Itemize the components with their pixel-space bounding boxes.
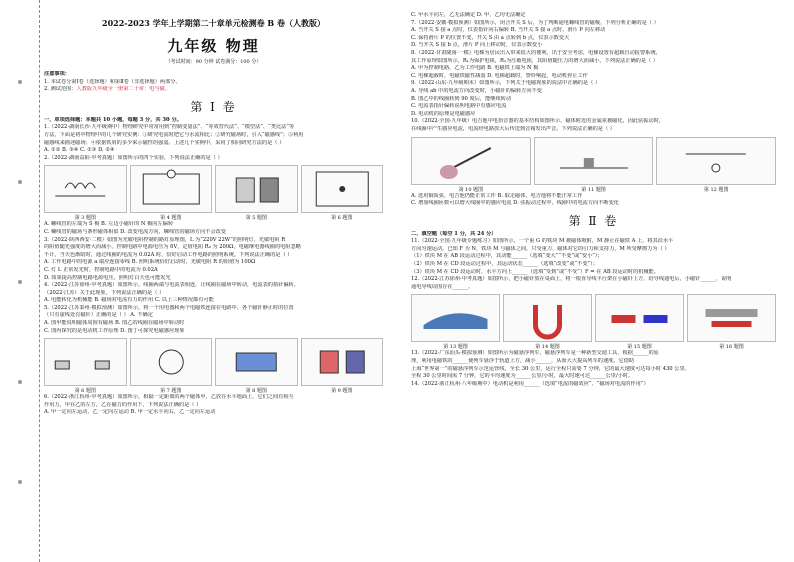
question-block — [411, 193, 776, 208]
question-line: 13.（2022·广东汕头·模拟预测）如图所示为磁悬浮列车，磁悬浮列车是一种新型交通工具，根据______的原 — [411, 350, 659, 357]
question-line: 全程 30 公里时间需 7 分钟，它的平均速度为______公里/小时，最大时速可达______公里/小时。 — [411, 373, 634, 380]
question-line: （只有虚线处有磁针）正确的是（ ） A. 不确定 — [44, 312, 153, 319]
question-line: A. 螺线管的左端为 S 极 B. 左边小磁针的 N 极向左偏转 — [44, 221, 174, 228]
question-line: C. 图丙探究的是电动机工作原理 D. 图丁可探究电磁感应现象 — [44, 327, 185, 334]
question-line: C. 电流表指针偏转说明电路中有感应电流 — [411, 103, 507, 110]
question-block — [411, 238, 776, 291]
section-1-heading: 一、单项选择题：本题共 10 小题，每题 3 分，共 30 分。 — [44, 116, 182, 123]
question-line: 其工作原理如图所示，R₁为保护电阻，R₂为压敏电阻，其阻值随压力的增大而减小。下列说法正确的是（ ） — [411, 57, 659, 64]
volume-1-title: 第 Ⅰ 卷 — [190, 99, 237, 114]
question-line: 9.（2022·山东·九年级期末）如图所示，下列关于电磁现象的说法中正确的是（ ） — [411, 80, 601, 87]
question-line: 1.（2022·湖南长沙·九年级期中）物理研究中常常用到“控制变量法”、“等效替代法”、“模型法”、“类比法”等 — [44, 124, 295, 131]
question-line: C. 螺线管的磁场与条形磁体相似 D. 改变电流方向，螺线管的磁场方向不会改变 — [44, 228, 227, 235]
figure-captions-a: 第 3 题图 第 4 题图 第 5 题图 第 6 题图 — [74, 215, 353, 222]
question-block — [44, 221, 383, 335]
question-line: 方向匀速运动，已知 F 为 N，铁块 M 与磁体之间，只受重力、磁体对它的引力和支持力，M 所受摩擦力为（ ） — [411, 245, 670, 252]
figure-generator — [301, 338, 384, 386]
volume-2-title: 第 Ⅱ 卷 — [568, 213, 619, 228]
figure-rails — [687, 294, 776, 342]
question-line: A. 甲为控制电路，乙为工作电路 B. 电磁铁上端为 N 极 — [411, 65, 539, 72]
question-line: 理，利用电磁铁的______使列车悬浮于轨道上方，减小______，从而大大提高列车的速度。它借助 — [411, 358, 635, 365]
figure-maglev — [411, 294, 500, 342]
question-line: 14.（2022·浙江杭州·八年级期中）电动机是利用______（选填“电流的磁效应”、“磁场对电流的作用”） — [411, 380, 649, 387]
notice-item: 2. 测试范围：人教版九年级全一册第二十章：电与磁。 — [44, 86, 170, 93]
question-block — [44, 394, 383, 417]
question-line: （2022·江苏）关于此现象，下列说法正确的是（ ） — [44, 289, 165, 296]
question-line: A. 工作电路中的电源 a 端应连接零线 B. 照明系统恰好启动时，光敏电阻 R 的阻值为 100Ω — [44, 259, 256, 266]
question-line: 10.（2022·全国·九年级）电吉他中电拾音器的基本结构如图所示，磁体附近的金属弦被磁化，因此弦振动时， — [411, 118, 665, 125]
notice-item: 1. 本试卷分第Ⅰ卷（选择题）和第Ⅱ卷（非选择题）两部分。 — [44, 78, 181, 85]
figure-magnet — [215, 165, 298, 213]
section-2-heading: 二、填空题（每空 1 分，共 24 分） — [411, 230, 497, 237]
question-line: 8.（2022·甘肃陇南·一模）电梯为居民出入带来很大的便利，出于安全考虑，电梯设置有超载自动报警系统， — [411, 49, 661, 56]
question-line: C. 灯 L 正常发光时，控制电路中的电流为 0.02A — [44, 266, 158, 273]
question-line: 的阻值随光强度的增大而减小。控制电路中电源电压为 6V，定值电阻 R₀ 为 200Ω，电磁继电器线圈的电阻忽略 — [44, 244, 301, 251]
question-line: B. 图乙中的线圈转到 90 度后，能继续转动 — [411, 95, 512, 102]
question-line: C. 电梯超载时，电磁铁磁性减弱 D. 电梯超载时，警铃响起，电动机停止工作 — [411, 72, 588, 79]
figure-coil-b — [130, 338, 213, 386]
question-line: D. 当开关 S 接 b 点，滑片 P 向上移动时，仪表示数变小 — [411, 42, 543, 49]
question-line: A. 导线 ab 中的电流方向改变时，小磁针的偏转方向不变 — [411, 87, 542, 94]
exam-meta: （考试时间：90 分钟 试卷满分：100 分） — [165, 59, 262, 65]
question-line: 作用力，甲在乙的左方，乙在磁力的作用下，下列说法正确的是（ ） — [44, 401, 202, 408]
question-line: A. 当开关 S 接 a 点时，仪表指针向右偏转 B. 当开关 S 接 a 点时，滑片 P 向左移动 — [411, 27, 606, 34]
question-line: 通电导线周围存在______。 — [411, 283, 474, 290]
figure-motor — [215, 338, 298, 386]
figure-captions-c: 第 10 题图 第 11 题图 第 12 题图 — [458, 186, 729, 193]
figure-guitar — [411, 137, 531, 185]
question-line: A. 选用铜质弦，电吉他仍能正常工作 B. 取走磁体，电吉他将不能正常工作 — [411, 192, 583, 199]
notice-title: 注意事项： — [44, 71, 70, 77]
figure-wire — [656, 137, 776, 185]
question-line: C. 甲水平向左，乙无法确定 D. 甲、乙均无法确定 — [411, 12, 526, 18]
figure-horseshoe — [503, 294, 592, 342]
figure-coil — [44, 165, 127, 213]
question-line: （1）铁块 M 在 AB 段运动过程中，其动能______（选填“变大”“不变”或“变小”）； — [411, 253, 603, 260]
question-line: 4.（2022·江苏徐州·中考真题）如图所示，线圈两端与电流表相连，让线圈在磁场中转动，电流表的指针偏转。 — [44, 282, 299, 289]
question-line: 不计，当天色渐暗时，通过线圈的电流为 0.02A 时，恰好启动工作电路的照明系统。下列说法正确的是（ ） — [44, 251, 293, 258]
subject-title: 九年级 物理 — [167, 37, 260, 55]
figure-strip-b — [44, 338, 383, 386]
question-line: D. 电动机的原理是电磁感应 — [411, 110, 476, 117]
question-block — [411, 12, 776, 134]
question-line: 2.（2022·湖南益阳·中考真题）如图所示的四个实验，下列说法正确的是（ ） — [44, 154, 223, 161]
question-line: 6.（2022·浙江杭州·中考真题）如图所示，相隔一定距离的两个磁体甲、乙放在水平地面上，它们之间有相互 — [44, 394, 294, 401]
question-line: 磁感线来描述磁场；④依据铁屑的多少来示磁性的强弱。上述几个实例中，采用了相同研究方法的是（ ） — [44, 139, 285, 146]
right-page — [397, 0, 794, 562]
question-line: 12.（2022·江苏徐州·中考真题）如图所示，把小磁针放在桌面上，将一根直导线平行架在小磁针上方，给导线通电后，小磁针______，说明 — [411, 276, 732, 283]
question-line: 5.（2022·江苏泰州·模拟预测）如图所示，将一个用电器和两个电磁铁连接在电路中，各个磁针静止时的位置 — [44, 304, 294, 311]
binding-margin — [0, 0, 40, 562]
test-scope: 人教版九年级全一册第二十章：电与磁。 — [76, 86, 170, 93]
question-line: A. 图甲能说明磁体周围有磁场 B. 图乙的线圈在磁场中转动时 — [44, 320, 185, 327]
figure-circuit — [130, 165, 213, 213]
figure-bar-magnets — [595, 294, 684, 342]
question-line: 在线圈中产生感应电流，电流经电路放大后传送到音箱发出声音。下列说法正确的是（ ） — [411, 125, 615, 132]
figure-field — [301, 165, 384, 213]
question-line: 7.（2022·安徽·模拟预测）如图所示，闭合开关 S 后，为了判断通电螺线管的磁极，下列分析正确的是（ ） — [411, 19, 659, 26]
question-line: A. ①② B. ③④ C. ①③ D. ②④ — [44, 147, 115, 154]
figure-strip-c — [411, 137, 776, 185]
question-line: 11.（2022·全国·九年级专题练习）如图所示，一个重 G 的铁块 M 被磁体吸附，M 静止在磁铁 A 上，将其沿水平 — [411, 238, 674, 245]
question-line: D. 如果提高控制电路电源电压，照明灯白天也可能发光 — [44, 274, 171, 281]
question-line: A. 电能转化为机械能 B. 磁场对电流有力的作用 C. 以上三种情况都有可能 — [44, 297, 214, 304]
question-block — [44, 124, 383, 162]
question-line: （2）铁块 M 在 CD 段运动过程中，其运动状态______（选填“改变”或“不变”）； — [411, 261, 598, 268]
question-block — [411, 350, 776, 388]
figure-strip-d — [411, 294, 776, 342]
question-line: （3）铁块 M 在 CD 段运动时，水平方向上______（选填“受到”或“不受”）F = 在 AB 段运动时的机械能。 — [411, 268, 659, 275]
figure-strip-a — [44, 165, 383, 213]
figure-track — [534, 137, 654, 185]
exam-title: 2022-2023 学年上学期第二十章单元检测卷 B 卷（人教版） — [102, 18, 325, 28]
figure-magnets — [44, 338, 127, 386]
question-line: A. 甲一定向左运动，乙一定向左运动 B. 甲一定水平向右，乙一定向左运动 — [44, 409, 216, 416]
question-line: 上海“世界第一”的磁悬浮列车示范运营线，全长 30 公里，运行全程只需要 7 分钟，它的最大速度可达每小时 430 公里。 — [411, 365, 690, 372]
question-line: C. 保持滑片 P 的位置不变，开关 S 由 a 点转到 b 点，仪表示数变大 — [411, 34, 570, 41]
question-line: 方法，下面是初中物理中的几个研究实例：①研究电流时把它与水流相比；②研究磁场时，引入“磁感线”；③利用 — [44, 131, 304, 138]
figure-captions-d: 第 13 题图 第 14 题图 第 15 题图 第 16 题图 — [443, 344, 744, 351]
question-line: 3.（2022·陕西西安·二模）如图为光敏电阻控制的路灯原理图，L 为“220V 22W”的照明灯，光敏电阻 R — [44, 236, 286, 243]
figure-captions-b: 第 6 题图 第 7 题图 第 8 题图 第 9 题图 — [74, 388, 353, 395]
question-line: C. 增加线圈匝数可以增大线圈中的感应电流 D. 弦振动过程中，线圈中的电流方向不断变化 — [411, 200, 619, 207]
